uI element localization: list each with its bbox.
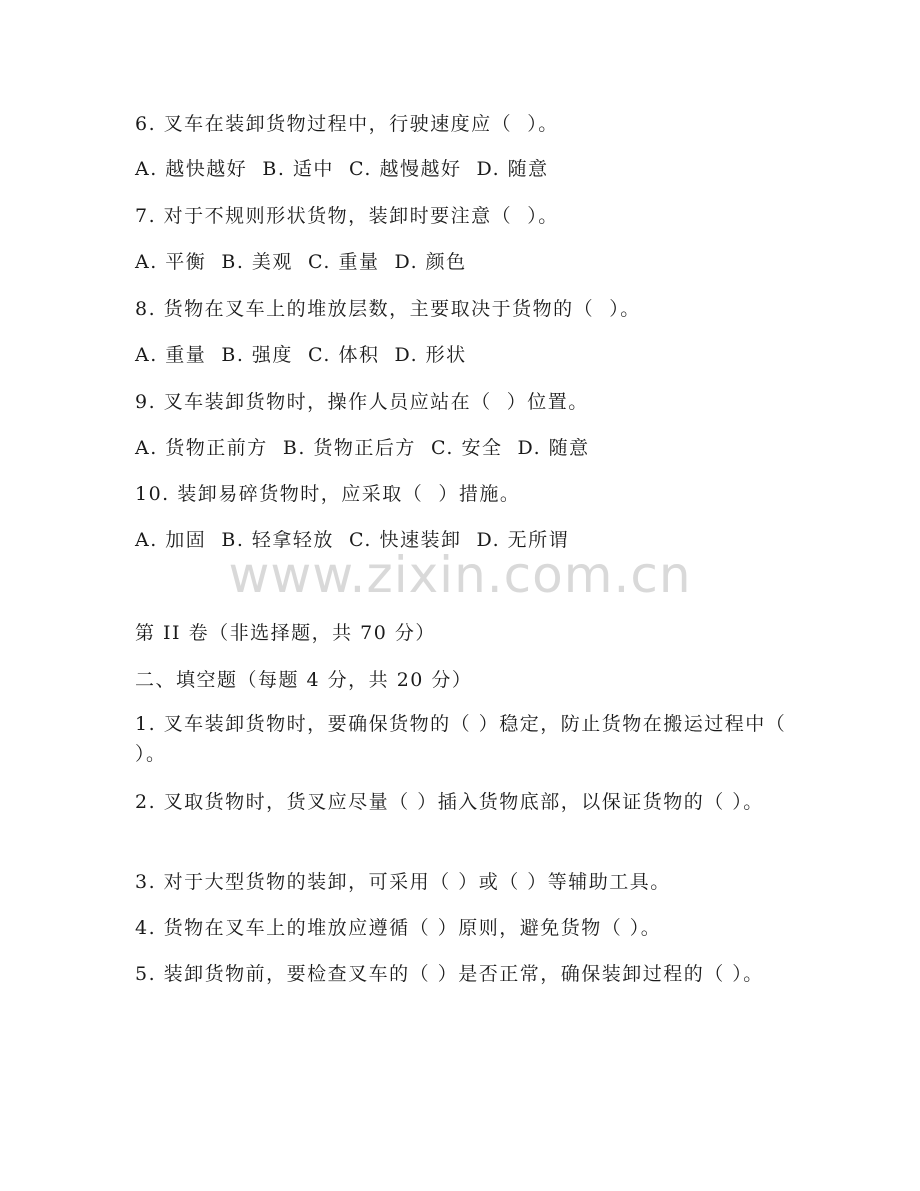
fill-question-4: 4. 货物在叉车上的堆放应遵循（ ）原则，避免货物（ ）。 — [135, 917, 662, 939]
question-8-options: A. 重量 B. 强度 C. 体积 D. 形状 — [135, 344, 467, 366]
fill-question-3: 3. 对于大型货物的装卸，可采用（ ）或（ ）等辅助工具。 — [135, 871, 671, 893]
question-9-options: A. 货物正前方 B. 货物正后方 C. 安全 D. 随意 — [135, 437, 590, 459]
question-7-options: A. 平衡 B. 美观 C. 重量 D. 颜色 — [135, 251, 467, 273]
question-6-options: A. 越快越好 B. 适中 C. 越慢越好 D. 随意 — [135, 158, 549, 180]
question-6-stem: 6. 叉车在装卸货物过程中，行驶速度应（ ）。 — [135, 113, 559, 135]
part-title: 第 II 卷（非选择题，共 70 分） — [135, 622, 436, 644]
section-heading: 二、填空题（每题 4 分，共 20 分） — [135, 669, 473, 691]
fill-question-2: 2. 叉取货物时，货叉应尽量（ ）插入货物底部，以保证货物的（ ）。 — [135, 791, 764, 813]
question-10-options: A. 加固 B. 轻拿轻放 C. 快速装卸 D. 无所谓 — [135, 529, 570, 551]
fill-question-1: 1. 叉车装卸货物时，要确保货物的（ ）稳定，防止货物在搬运过程中（ ）。 — [135, 713, 787, 765]
fill-question-5: 5. 装卸货物前，要检查叉车的（ ）是否正常，确保装卸过程的（ ）。 — [135, 963, 764, 985]
question-10-stem: 10. 装卸易碎货物时，应采取（ ）措施。 — [135, 483, 521, 505]
question-9-stem: 9. 叉车装卸货物时，操作人员应站在（ ）位置。 — [135, 391, 589, 413]
question-7-stem: 7. 对于不规则形状货物，装卸时要注意（ ）。 — [135, 205, 559, 227]
question-8-stem: 8. 货物在叉车上的堆放层数，主要取决于货物的（ ）。 — [135, 298, 641, 320]
watermark: www.zixin.com.cn — [228, 546, 692, 604]
